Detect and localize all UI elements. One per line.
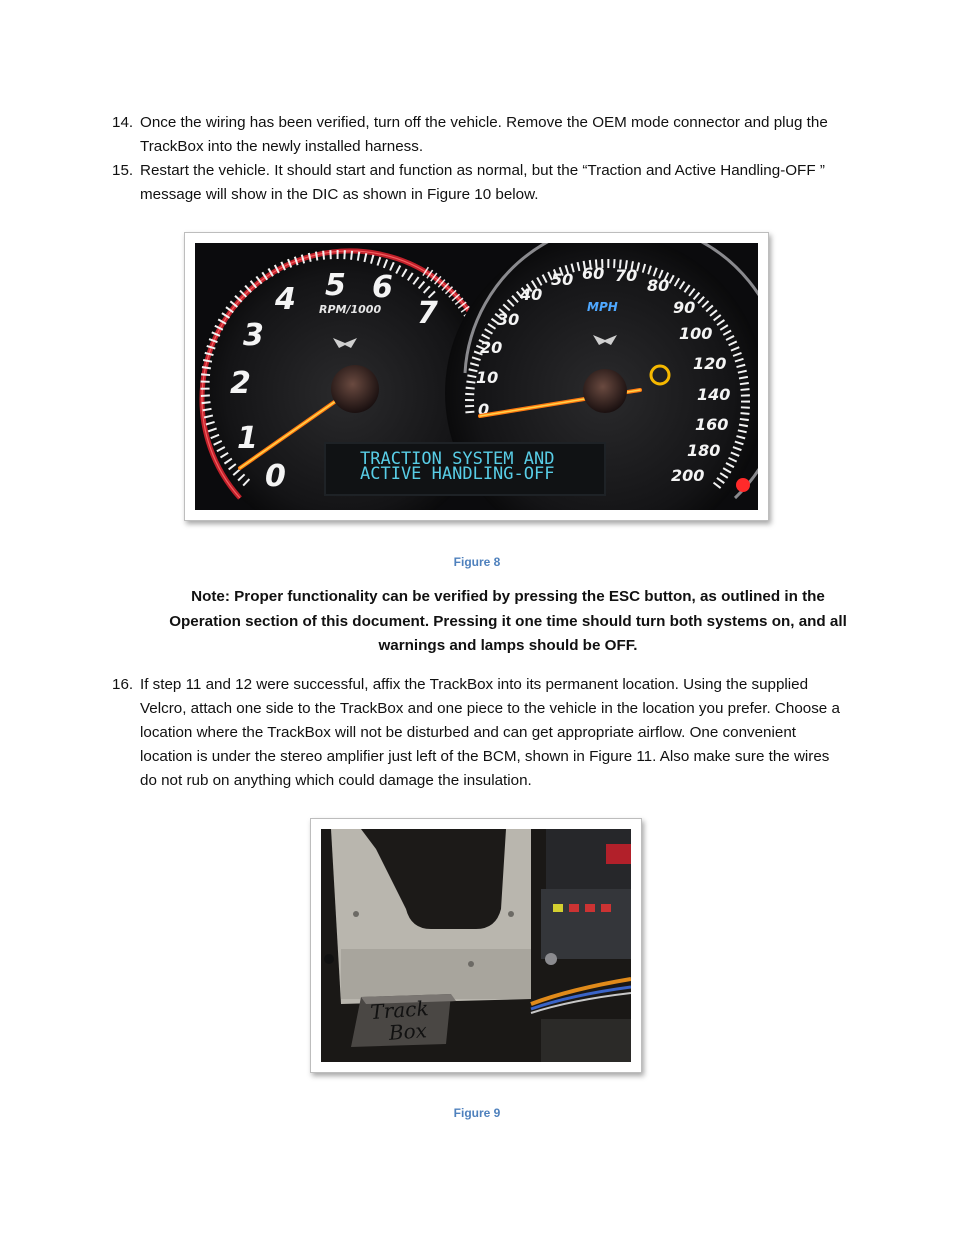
step-text: If step 11 and 12 were successful, affix the TrackBox into its permanent location. Using the supplied Velcro, attach one side to the TrackBox and one piece to the vehicle in the location you prefer. Choose a location where the TrackBox will not be disturbed and can get appropriate airflow. One convenient location is under the stereo amplifier just left of the BCM, shown in Figure 11. Also make sure the wires do not rub on anything which could damage the insulation.: [140, 676, 840, 789]
step-number: 14.: [112, 114, 134, 131]
speedo-number: 100: [679, 324, 713, 343]
speedo-number: 180: [687, 441, 721, 460]
speedo-number: 200: [671, 466, 705, 485]
speedo-number: 160: [695, 415, 729, 434]
speedo-number: 90: [673, 298, 696, 317]
speedo-unit: MPH: [587, 300, 618, 314]
speedo-number: 20: [480, 338, 503, 357]
figure-8-frame: [184, 232, 769, 521]
step-15: [112, 159, 847, 207]
step-16: [112, 673, 847, 793]
figure-9-frame: [310, 818, 642, 1073]
tach-hub: [331, 365, 379, 413]
tach-unit: RPM/1000: [319, 303, 382, 316]
tach-number: 4: [275, 282, 296, 317]
step-14: [112, 111, 847, 159]
warning-lamp-icon: [736, 478, 750, 492]
speedo-number: 140: [697, 385, 731, 404]
figure-9-caption: Figure 9: [453, 1106, 501, 1120]
speedo-number: 120: [693, 354, 727, 373]
speedo-number: 60: [582, 264, 605, 283]
instrument-cluster-photo: [195, 243, 758, 510]
speedo-number: 30: [497, 310, 520, 329]
trackbox-label-line-1: Track: [369, 996, 430, 1025]
speedo-number: 80: [647, 276, 670, 295]
speedo-number: 0: [478, 400, 490, 419]
dic-line-1: TRACTION SYSTEM AND: [360, 449, 555, 469]
tach-number: 1: [237, 421, 258, 456]
tach-number: 7: [417, 296, 438, 331]
tach-number: 5: [325, 268, 346, 303]
step-number: 15.: [112, 162, 134, 179]
step-text: Restart the vehicle. It should start and function as normal, but the “Traction and Active Handling-OFF ” message will show in the DIC as shown in Figure 10 below.: [140, 162, 825, 203]
tach-number: 6: [372, 270, 393, 305]
trackbox-installation-photo: [321, 829, 631, 1062]
tach-number: 2: [230, 366, 251, 401]
speedo-number: 50: [551, 270, 574, 289]
speedo-number: 70: [615, 266, 638, 285]
trackbox-label-line-2: Box: [388, 1018, 428, 1045]
step-text: Once the wiring has been verified, turn off the vehicle. Remove the OEM mode connector and plug the TrackBox into the newly installed harness.: [140, 114, 828, 155]
figure-8-caption: Figure 8: [453, 555, 501, 569]
tach-number: 0: [265, 459, 286, 494]
speedo-number: 40: [520, 285, 543, 304]
speedo-number: 10: [476, 368, 499, 387]
speedo-hub: [583, 369, 627, 413]
tach-number: 3: [243, 318, 264, 353]
note-paragraph: Note: Proper functionality can be verified by pressing the ESC button, as outlined in the Operation section of this document. Pressing it one time should turn both systems on, and all warnings and lamps should be OFF.: [169, 588, 847, 654]
dic-line-2: ACTIVE HANDLING-OFF: [360, 464, 555, 484]
step-number: 16.: [112, 676, 134, 693]
